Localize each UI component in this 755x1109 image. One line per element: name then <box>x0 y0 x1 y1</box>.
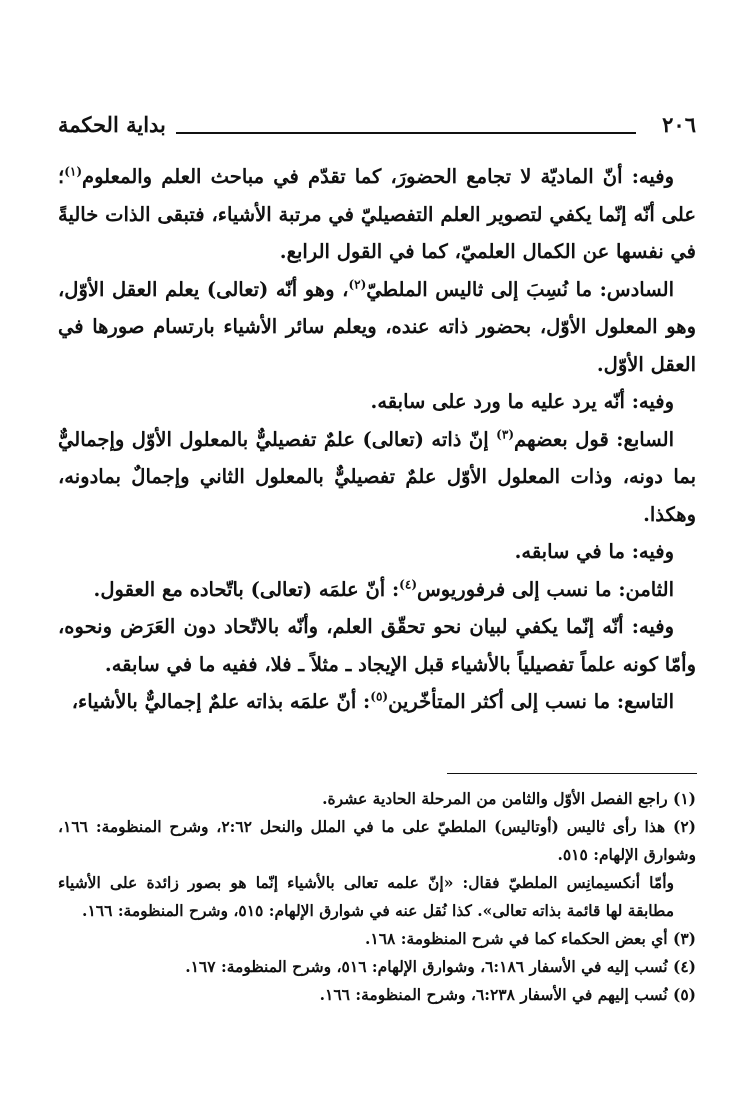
footnote-ref-5: (٥) <box>370 689 389 704</box>
footnote-2-continued: وأمّا أنكسيمانِس الملطيّ فقال: «إنّ علمه تعالى بالأشياء إنّما هو بصور زائدة على الأشياء مطابقة لها قائمة بذاته تعالى». كذا نُقل عنه في شوارق الإلهام: ٥١٥، وشرح المنظومة: ١٦٦. <box>58 873 674 920</box>
footnote-5: (٥) نُسب إليهم في الأسفار ٦:٢٣٨، وشرح المنظومة: ١٦٦. <box>319 985 696 1004</box>
paragraph-2 <box>58 271 696 384</box>
paragraph-6-text: : أنّ علمَه (تعالى) باتّحاده مع العقول. <box>93 577 400 601</box>
paragraph-8-text: : أنّ علمَه بذاته علمٌ إجماليٌّ بالأشياء، <box>71 690 371 713</box>
footnote-ref-2: (٢) <box>348 277 367 291</box>
paragraph-6-lead: الثامن: ما نسب إلى فرفوريوس <box>417 577 674 601</box>
paragraph-4-lead: السابع: قول بعضهم <box>514 427 674 451</box>
running-header <box>58 112 696 146</box>
footnote-ref-1: (١) <box>64 164 83 179</box>
paragraph-8 <box>58 683 696 721</box>
paragraph-1-text-end: ؛ على أنّه إنّما يكفي لتصوير العلم التفصيليّ في مرتبة الأشياء، فتبقى الذات خاليةً في نفسها عن الكمال العلميّ، كما في القول الرابع. <box>58 165 696 263</box>
footnote-3: (٣) أي بعض الحكماء كما في شرح المنظومة: ١٦٨. <box>364 929 696 948</box>
book-title: بداية الحكمة <box>58 112 166 137</box>
footnote-1: (١) راجع الفصل الأوّل والثامن من المرحلة الحادية عشرة. <box>322 789 696 808</box>
footnote-2: (٢) هذا رأى ثاليس (أوتاليس) الملطيّ على ما في الملل والنحل ٢:٦٢، وشرح المنظومة: ١٦٦، وشوارق الإلهام: ٥١٥. <box>58 817 696 864</box>
main-text <box>58 158 696 721</box>
paragraph-5: وفيه: ما في سابقه. <box>514 540 674 563</box>
footnote-ref-4: (٤) <box>399 577 417 591</box>
paragraph-4-text: إنّ ذاته (تعالى) علمٌ تفصيليٌّ بالمعلول الأوّل وإجماليٌّ بما دونه، وذات المعلول الأوّل علمٌ تفصيليٌّ بالمعلول الثاني وإجمالٌ بمادونه، وهكذا. <box>58 427 696 526</box>
header-rule <box>176 132 636 134</box>
paragraph-4 <box>58 421 696 534</box>
paragraph-1 <box>58 158 696 271</box>
paragraph-6 <box>58 571 696 609</box>
paragraph-3: وفيه: أنّه يرد عليه ما ورد على سابقه. <box>370 390 674 413</box>
footnotes <box>58 785 696 1009</box>
paragraph-8-lead: التاسع: ما نسب إلى أكثر المتأخّرين <box>388 690 674 713</box>
paragraph-1-text: وفيه: أنّ الماديّة لا تجامع الحضورَ، كما تقدّم في مباحث العلم والمعلوم <box>82 165 674 188</box>
paragraph-7: وفيه: أنّه إنّما يكفي لبيان نحو تحقّق العلم، وأنّه بالاتّحاد دون العَرَض ونحوه، وأمّا كونه علماً تفصيلياً بالأشياء قبل الإيجاد ـ مثلاً ـ فلا، ففيه ما في سابقه. <box>58 615 696 676</box>
paragraph-2-lead: السادس: ما نُسِبَ إلى ثاليس الملطيّ <box>366 277 674 301</box>
footnote-ref-3: (٣) <box>496 427 514 441</box>
paragraph-2-text: ، وهو أنّه (تعالى) يعلم العقل الأوّل، وهو المعلول الأوّل، بحضور ذاته عنده، ويعلم سائر الأشياء بارتسام صورها في العقل الأوّل. <box>58 277 696 376</box>
footnote-4: (٤) نُسب إليه في الأسفار ٦:١٨٦، وشوارق الإلهام: ٥١٦، وشرح المنظومة: ١٦٧. <box>185 957 696 976</box>
footnote-separator <box>447 773 697 774</box>
page-number: ٢٠٦ <box>662 112 696 137</box>
